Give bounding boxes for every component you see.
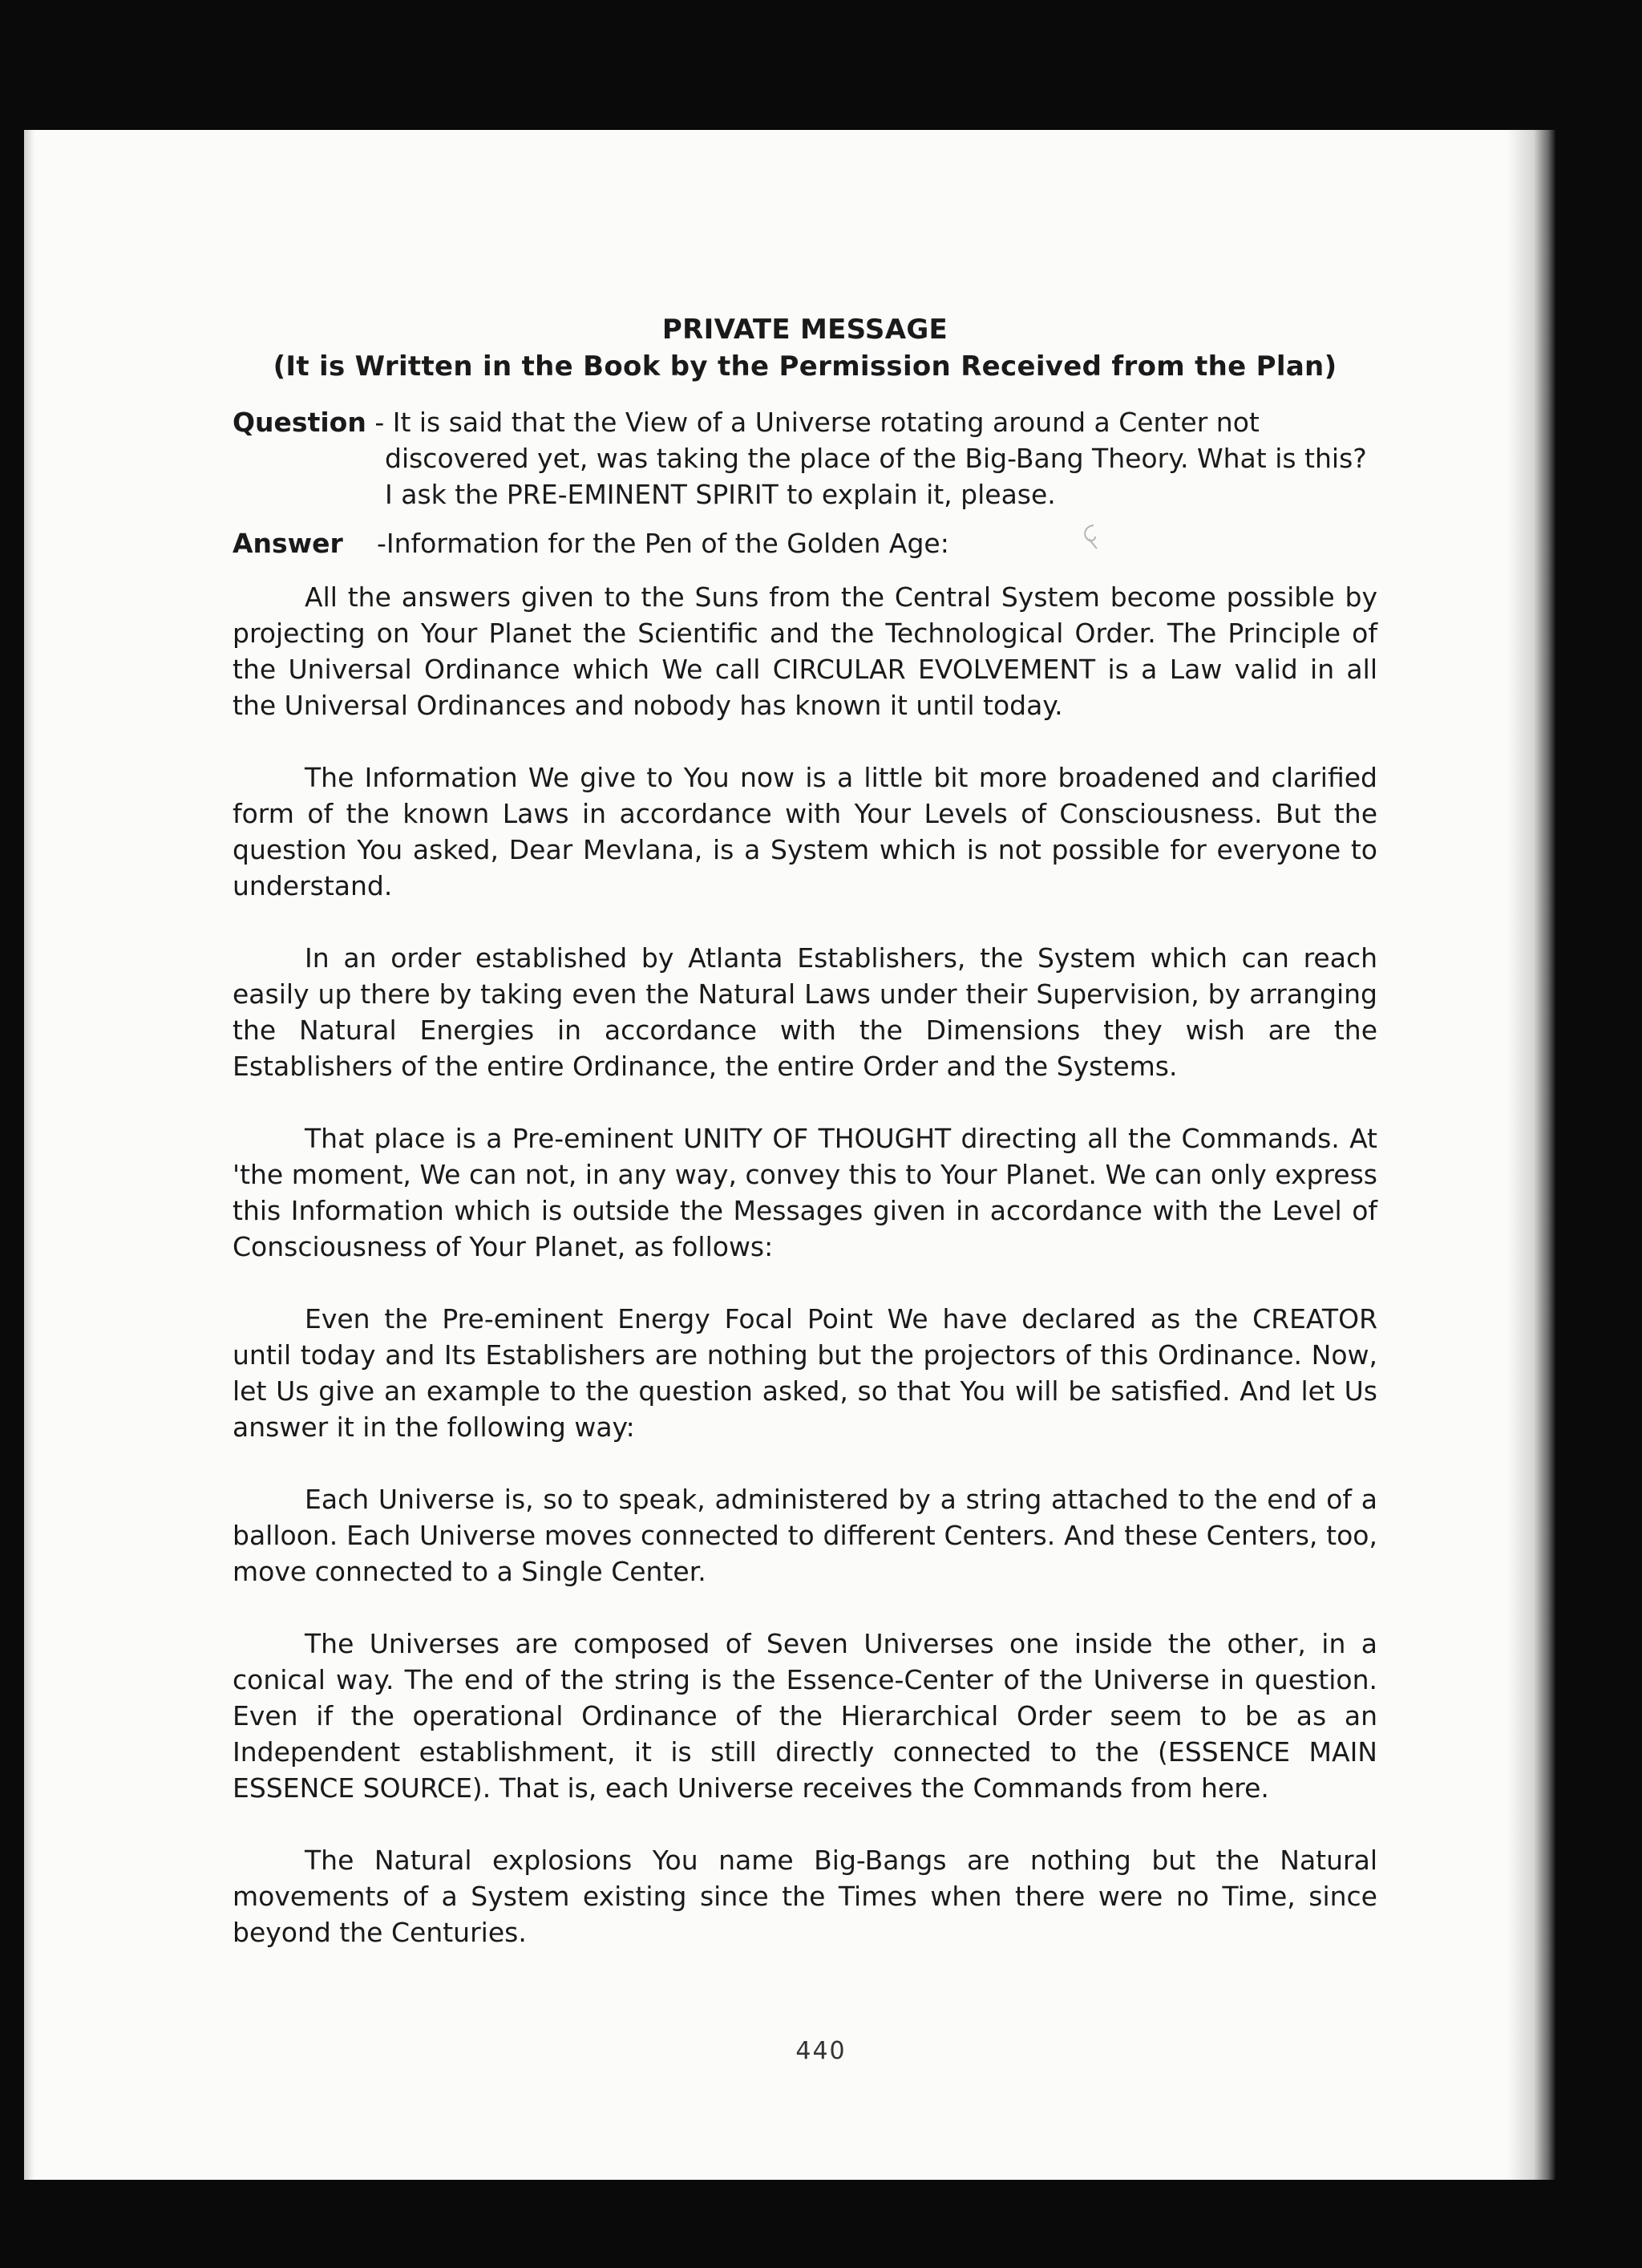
paragraph: All the answers given to the Suns from the Central System become possible by projecting on Your Planet the Scientific and the Technological Order. The Principle of the Universal Ordinance which We call CIRCULAR EVOLVEMENT is a Law valid in all the Universal Ordinances and nobody has known it until today. xyxy=(233,581,1377,721)
answer-text: -Information for the Pen of the Golden Age: xyxy=(377,528,949,559)
page-content xyxy=(233,311,1377,1987)
page-number: 440 xyxy=(795,2037,847,2065)
question-body xyxy=(233,404,1377,512)
paragraph: The Information We give to You now is a little bit more broadened and clarified form of the known Laws in accordance with Your Levels of Consciousness. But the question You asked, Dear Mevlana, is a System which is not possible for everyone to understand. xyxy=(233,762,1377,901)
answer-paragraphs xyxy=(233,579,1377,1950)
answer-block xyxy=(233,525,1377,561)
document-title: PRIVATE MESSAGE xyxy=(661,314,948,346)
paragraph: That place is a Pre-eminent UNITY OF THOUGHT directing all the Commands. At 'the moment, We can not, in any way, convey this to Your Planet. We can only express this Information which is outside the Messages given in accordance with the Level of Consciousness of Your Planet, as follows: xyxy=(233,1123,1377,1262)
question-label: Question xyxy=(233,407,366,438)
paragraph: Even the Pre-eminent Energy Focal Point We have declared as the CREATOR until today and Its Establishers are nothing but the projectors of this Ordinance. Now, let Us give an example to the question asked, so that You will be satisfied. And let Us answer it in the following way: xyxy=(233,1303,1377,1443)
paragraph: Each Universe is, so to speak, administered by a string attached to the end of a balloon. Each Universe moves connected to different Centers. And these Centers, too, move connected to a Single Center. xyxy=(233,1484,1377,1587)
paragraph: The Natural explosions You name Big-Bangs are nothing but the Natural movements of a System existing since the Times when there were no Time, since beyond the Centuries. xyxy=(233,1845,1377,1948)
question-text: - It is said that the View of a Universe rotating around a Center not discovered yet, was taking the place of the Big-Bang Theory. What is this? I ask the PRE-EMINENT SPIRIT to explain it, please. xyxy=(366,407,1367,510)
answer-label: Answer xyxy=(233,528,343,559)
document-subtitle: (It is Written in the Book by the Permission Received from the Plan) xyxy=(273,350,1337,383)
question-block xyxy=(233,404,1377,512)
page-binding-shadow xyxy=(1507,130,1555,2180)
paragraph: In an order established by Atlanta Establishers, the System which can reach easily up there by taking even the Natural Laws under their Supervision, by arranging the Natural Energies in accordance with the Dimensions they wish are the Establishers of the entire Ordinance, the entire Order and the Systems. xyxy=(233,942,1377,1082)
page-left-edge xyxy=(24,130,35,2180)
paragraph: The Universes are composed of Seven Universes one inside the other, in a conical way. The end of the string is the Essence-Center of the Universe in question. Even if the operational Ordinance of the Hierarchical Order seem to be as an Independent establishment, it is still directly connected to the (ESSENCE MAIN ESSENCE SOURCE). That is, each Universe receives the Commands from here. xyxy=(233,1628,1377,1804)
